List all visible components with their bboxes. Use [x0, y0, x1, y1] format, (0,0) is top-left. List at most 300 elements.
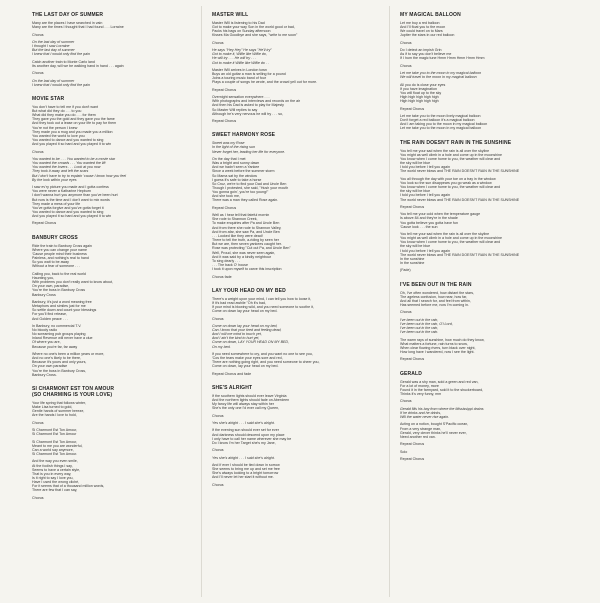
lyric-line: There are few that I can say, [32, 488, 78, 493]
lyric-line: 'Cos the tears make your eyes sore and red, [212, 356, 283, 361]
lyric-line: With photographs and interviews and records on the air [212, 99, 301, 104]
lyric-line: And I will me mind to touch yet, [212, 332, 262, 337]
lyric-line: You wanted to be . . . You wanted to be a movie star [32, 156, 116, 161]
song-title-text: THE RAIN DOESN'T RAIN IN THE SUNSHINE [400, 139, 512, 146]
lyric-line: Need another red van. [400, 434, 436, 439]
stanza [212, 119, 376, 123]
stanza [212, 41, 376, 45]
lyric-line: They made a mess of your life [32, 201, 81, 206]
song-title [212, 288, 376, 294]
stanza [400, 407, 570, 419]
song-the-rain-doesn-t-rain-in-the-sunshine [400, 140, 570, 273]
lyric-line: There's a weight upon your mind, I can tell you how to loose it, [212, 296, 312, 301]
stanza [32, 459, 194, 492]
lyric-line: In the light of the rising sun [212, 145, 255, 150]
lyric-line: Si Charmont Est Ton Amour. [32, 452, 78, 457]
stanza [32, 300, 194, 321]
lyric-line: . . . The back O' house [212, 263, 248, 268]
lyric-line: So Cruz, we're to find your Dad and Uncle Ben [212, 181, 287, 186]
stanza [32, 157, 194, 182]
stanza [400, 21, 570, 38]
song-title-text: MY MAGICAL BALLOON [400, 12, 461, 18]
lyric-line: Banbury, it's just a word meaning free [32, 299, 92, 304]
stanza [212, 324, 376, 349]
lyric-line: Haunting you, [32, 275, 55, 280]
song-the-last-day-of-summer [32, 12, 194, 87]
lyric-line: If he drinks and he drinks, [400, 410, 442, 415]
lyric-line: the sky will be blue [400, 244, 431, 249]
lyric-line: What matters a fortune, rain turns to snow, [400, 341, 468, 346]
song-gerald [400, 371, 570, 461]
lyric-line: In the sunshine [400, 261, 425, 266]
lyric-line: And I am taking you to the moon in my magical balloon [400, 122, 488, 127]
lyric-line: There was a man they called Rose again. [212, 198, 279, 203]
lyric-line: At the foolish things I say, [32, 463, 73, 468]
lyric-line: Chorus [32, 71, 44, 76]
song-title-text: GERALD [400, 370, 423, 377]
lyric-line: Si Charmont Est Ton Amour, [32, 428, 78, 433]
lyric-line: You wanted the world to love you [32, 133, 85, 138]
lyric-line: Its another day, will we be walking hand in hand . . . again [32, 63, 124, 68]
stanza [212, 95, 376, 116]
lyric-line: Acting on a notion, bought S'Pacific ocean, [400, 422, 469, 427]
lyric-line: You will float up to the sky [400, 90, 442, 95]
lyric-line: But what did they do . . . to you [32, 108, 82, 113]
song-si-charmont-est-ton-amour [32, 386, 194, 500]
lyric-line: Since a week before the summer storm [212, 169, 275, 174]
song-sweet-harmony-rose [212, 132, 376, 278]
lyric-line: Chorus [212, 40, 224, 45]
song-title-text: LAY YOUR HEAD ON MY BED [212, 287, 286, 294]
stanza [212, 88, 376, 92]
lyric-line: Master Will is listening to his Dad [212, 21, 265, 25]
lyric-line: Are the hands I love to hold, [32, 413, 77, 418]
lyric-line: Thinks it's very funny, mm [400, 392, 442, 396]
lyric-line: Without a fear of someone . . . [32, 264, 81, 269]
lyric-line: For you'll find release, [32, 312, 68, 317]
lyric-line: In the sunshine [400, 256, 425, 261]
stanza [32, 79, 194, 87]
stanza [32, 244, 194, 269]
lyric-line: Repeat Chorus [212, 119, 237, 124]
lyric-line: Do I know I'm her Target she's my Jane, [212, 440, 276, 445]
lyric-line: Many are the times I thought that I had found . . . Lorraine [32, 25, 124, 30]
lyric-line: I took it upon myself to carve this inscription [212, 267, 282, 272]
stanza [400, 399, 570, 403]
lyric-line: You know when I come home to you, the weather will clear and [400, 185, 501, 190]
lyric-line: And darkness should descend upon my place [212, 432, 285, 437]
column-divider [201, 6, 202, 597]
song-my-magical-balloon [400, 12, 570, 131]
lyric-line: the sky will be blue [400, 161, 431, 166]
stanza [212, 394, 376, 411]
lyric-line: Repeat Chorus [212, 87, 237, 92]
lyric-line: They took it away and left the scars [32, 169, 89, 174]
lyric-line: In Banbury, no commercial T.V. [32, 323, 82, 328]
lyric-line: They gave you the gold and they gave you the fame [32, 117, 115, 122]
lyric-line: She seems to bring me up and set me free [212, 467, 280, 472]
lyric-line: the sky will be blue [400, 189, 431, 194]
lyric-line: Buys an old guitar a man is selling for a pound [212, 72, 286, 77]
stanza [32, 428, 194, 436]
lyric-line: Oh, I've often wondered, how distant the stars, [400, 290, 475, 295]
lyric-line: Catch another train to Monte Carlo land [32, 59, 95, 64]
lyric-line: And you played it so hard and you played it to win [32, 142, 112, 147]
lyric-line: Come on down, lay your head on my bed. [212, 364, 279, 369]
stanza [32, 352, 194, 377]
lyric-line: Gerald fills his bay from where the Mississippi drains [400, 406, 484, 411]
lyrics-column-2 [212, 8, 376, 603]
lyric-line: Let me take you to the moon in my magical balloon [400, 71, 482, 76]
stanza [212, 275, 376, 279]
lyric-line: Rose was protecting "Cut out Pa, and Uncle Ben" [212, 246, 291, 251]
lyric-line: You tell me your sad when the rain is all over the skyline [400, 148, 490, 153]
lyric-line: I told you before I tell you again [400, 248, 450, 253]
lyric-line: . . . Looked like they were dead! [212, 233, 263, 238]
lyric-line: With problems you don't really want to know about, [32, 280, 113, 285]
lyric-line: Meant to me you are wonderful, [32, 443, 83, 448]
stanza [32, 60, 194, 68]
lyric-line: (Fade) [400, 268, 411, 273]
lyric-line: Master Will arrives in London town [212, 67, 267, 72]
lyric-line: So Master Will replies to say [212, 107, 258, 112]
lyric-line: Found it in the farmyard, sold it to the shuckerboard, [400, 387, 484, 392]
lyric-line: Your life spring that follows winter, [32, 400, 87, 405]
stanza [212, 456, 376, 460]
stanza [212, 68, 376, 85]
song-subtitle: (SO CHARMING IS YOUR LOVE) [32, 391, 113, 398]
lyric-line: Come on down lay your head on my bed, [212, 323, 278, 328]
lyric-line: What did they make you do . . . for them [32, 113, 96, 118]
lyric-line: But the last day of summer [32, 48, 75, 53]
lyric-line: And if ever I should be tied down in sorrow [212, 462, 280, 467]
lyric-line: Yes she's alright . . . I said she's alright. [212, 455, 275, 460]
song-title [32, 235, 194, 241]
song-title-text: SI CHARMONT EST TON AMOUR [32, 385, 115, 392]
stanza [212, 428, 376, 445]
lyric-line: Chorus fade [212, 274, 232, 279]
lyric-line: The world never blows and THE RAIN DOESN'T RAIN IN THE SUNSHINE [400, 197, 520, 202]
lyric-line: You wanted the lovers . . . Look at you now [32, 165, 101, 170]
lyric-line: I've been out in the rain, [400, 326, 439, 331]
stanza [32, 440, 194, 457]
lyric-line: Chorus [32, 495, 44, 500]
lyric-line: To make enquiries after Pa and Uncle Ben [212, 221, 280, 226]
lyric-line: We could travel on to Mars [400, 29, 443, 34]
stanza [400, 291, 570, 308]
lyric-line: Gerald, very clever thinks he'll never ever, [400, 430, 467, 435]
lyric-line: Chorus [400, 63, 412, 68]
lyric-line: On your own, paradise, [32, 284, 70, 289]
lyric-line: Let me take you to the moon in my magical balloon [400, 126, 482, 131]
stanza [212, 352, 376, 369]
stanza [400, 338, 570, 355]
lyric-line: You don't have to tell me if you don't want [32, 104, 98, 109]
stanza [212, 317, 376, 321]
lyric-line: And I'll never let her start it without me. [212, 475, 274, 480]
song-title-text: BANBURY CROSS [32, 234, 78, 241]
lyric-line: I knew that I would only find the pain [32, 82, 90, 87]
lyric-line: Is above 84 and they're in the shade [400, 216, 458, 221]
lyric-line: High high high high high [400, 99, 439, 104]
lyric-line: You're not the person I knew [32, 125, 78, 130]
lyric-line: If you have imagination [400, 86, 437, 91]
stanza [400, 212, 570, 229]
lyric-line: You might as well climb in a hole and come up in the moonshine [400, 236, 502, 241]
stanza [32, 221, 194, 225]
stanza [400, 149, 570, 174]
lyric-line: And then his Dad is asked to play for Majesty [212, 103, 284, 108]
lyric-line: How long have I wandered, now I see the light. [400, 350, 475, 355]
lyric-line: Joins a touring music band of four [212, 76, 266, 81]
song-title [400, 371, 570, 377]
lyric-line: Repeat Chorus and fade [212, 371, 252, 376]
lyric-line: And we hadn't seen a Yankee [212, 165, 260, 170]
lyric-line: And I'll float you to the moon [400, 25, 446, 30]
lyric-line: From a very strange man, [400, 426, 442, 431]
lyric-line: Yes she's alright . . . I said she's alright. [212, 421, 275, 426]
song-she-s-alright [212, 385, 376, 487]
lyric-line: Calling you, back to the real world [32, 271, 86, 276]
stanza [400, 310, 570, 314]
song-title-text: MASTER WILL [212, 12, 249, 18]
stanza [212, 21, 376, 38]
lyric-line: The warm rays of sunshine, how much do they know, [400, 337, 485, 342]
lyric-line: I told you before I tell you again [400, 165, 450, 170]
lyric-line: No bloody radio [32, 328, 58, 332]
lyric-line: You wanted to dance and you wanted to sing [32, 209, 104, 214]
lyric-line: Si Charmont Est Ton Amour [32, 432, 77, 437]
lyric-line: Repeat Chorus [212, 205, 237, 210]
lyric-line: Can I know that your tired and feeling dead, [212, 328, 282, 332]
lyric-line: So you wait to be away [32, 260, 69, 265]
stanza [400, 232, 570, 265]
lyric-line: If your mind is blowing wild, and you need someone to soothe it, [212, 305, 314, 309]
lyric-line: For a lot of money, more [400, 383, 439, 388]
stanza [32, 272, 194, 297]
lyric-line: Si Charmont Est Ton Amour, [32, 439, 78, 444]
lyric-line: On your own paradise [32, 364, 68, 369]
lyric-line: The ageless confusion, how near, how far, [400, 294, 468, 299]
stanza [400, 357, 570, 361]
lyric-line: You tell me your sad when the rain is all over the skyline [400, 232, 490, 236]
lyric-line: And it was said by a kindly neighbour [212, 254, 272, 259]
stanza [400, 318, 570, 335]
stanza [400, 177, 570, 202]
stanza [32, 33, 194, 37]
lyric-line: You know when I come home to you, the weather will clear and [400, 156, 501, 161]
lyric-line: I've been out in the rain, [400, 317, 439, 322]
lyric-line: Repeat Chorus [400, 106, 425, 111]
lyric-line: And she took me, [212, 194, 240, 199]
lyric-line: Many are the places I have searched in vain [32, 21, 103, 25]
lyric-line: I thought I saw Lorraine [32, 44, 70, 48]
lyric-line: She's the only one I'd ever call my Queen, [212, 406, 280, 411]
lyric-line: And no one's likely to be there, [32, 356, 82, 361]
song-title-text: MOVIE STAR [32, 95, 65, 102]
lyric-line: Repeat Chorus [400, 456, 425, 461]
lyric-line: Metaphors and similes just for me [32, 304, 86, 309]
lyric-line: Make Lisa turned to gold, [32, 405, 73, 410]
stanza [212, 372, 376, 376]
lyric-line: Repeat Chorus [400, 204, 425, 209]
stanza [400, 71, 570, 79]
lyric-line: That is you in every way, [32, 471, 72, 476]
lyric-line: Seems to have a certain style, [32, 467, 81, 472]
lyric-line: Got to make it Willie like Willie do . . [212, 60, 269, 65]
lyric-line: But we are, then seven yankees caught her. [212, 242, 282, 247]
stanza [400, 457, 570, 461]
stanza [400, 48, 570, 60]
song-title-text: SWEET HARMONY ROSE [212, 132, 276, 139]
lyric-line: Was a bright and sunny dawn [212, 161, 260, 166]
lyric-line: Never forget her, leading her life for everyone. [212, 149, 286, 154]
stanza [32, 421, 194, 425]
lyrics-column-3 [400, 8, 570, 603]
lyric-line: Chorus [32, 420, 44, 425]
lyric-line: Ride the train to Banbury Cross again [32, 243, 92, 248]
song-title-text: SHE'S ALRIGHT [212, 384, 253, 391]
song-title [212, 132, 376, 138]
song-title-text: I'VE BEEN OUT IN THE RAIN [400, 281, 472, 288]
lyric-line: There are nothing going right, and you need someone to cheer you, [212, 360, 320, 365]
lyric-line: Because it's yours and only yours, [32, 360, 87, 365]
lyric-line: I told you before I tell you again [400, 193, 450, 198]
lyric-line: She's always looking to a bright tomorrow [212, 471, 279, 476]
stanza [32, 150, 194, 154]
stanza [212, 463, 376, 480]
lyric-line: On the day that I met [212, 156, 246, 161]
lyric-line: But I don't have to try to explain 'cause I know how you feel [32, 173, 127, 178]
lyric-line: You tell me your cold when the temperature gauge [400, 212, 481, 217]
lyric-line: If the southern lights should ever leave Virginia [212, 393, 287, 398]
lyric-line: I saw ev'ry picture you made and I gotta confess [32, 185, 109, 190]
lyric-line: Got to make it, Willie like Willie do, [212, 52, 267, 57]
lyric-line: Sweet was my Rose [212, 141, 245, 146]
lyric-line: Well, Proud, she was never seen again, [212, 250, 276, 255]
stanza [32, 71, 194, 75]
column-divider [389, 6, 390, 597]
lyric-line: Is it right to say I love you, [32, 476, 74, 480]
song-title [400, 140, 570, 146]
stanza [32, 21, 194, 29]
lyric-line: Overnight sensation everywhere . . . [212, 95, 270, 100]
lyric-line: All you do is close your eyes [400, 82, 446, 87]
lyric-line: The world never blows and THE RAIN DOESN'T RAIN IN THE SUNSHINE [400, 169, 520, 174]
lyric-line: If the evening sun should ever set for ever [212, 428, 279, 433]
lyric-line: For it seems that of a thousand million words, [32, 484, 105, 489]
song-title-text: THE LAST DAY OF SUMMER [32, 12, 104, 18]
song-title [32, 96, 194, 102]
lyric-line: The world never blows and THE RAIN DOESN'T RAIN IN THE SUNSHINE [400, 252, 520, 257]
lyric-line: Banbury Cross. [32, 372, 57, 377]
lyric-line: By the look within your eyes [32, 177, 77, 182]
lyric-line: Don't forget a red balloon it's a magical balloon [400, 118, 475, 123]
lyric-line: As if to say you don't believe me [400, 52, 452, 57]
song-lay-your-head-on-my-bed [212, 288, 376, 376]
stanza [400, 114, 570, 131]
song-title [32, 12, 194, 18]
lyric-line: And from there she rode to Shannon Valley, [212, 225, 282, 230]
stanza [212, 421, 376, 425]
lyric-line: Got to make your way Son in the world good or bad, [212, 25, 295, 30]
lyric-line: Solo [400, 449, 408, 454]
lyric-line: Chorus [400, 40, 412, 45]
lyric-line: You wanted to dance and you wanted to sing [32, 138, 104, 143]
lyric-line: Chorus [400, 399, 412, 404]
lyric-line: High high high high high [400, 95, 439, 100]
lyric-line: And the way you even smile, [32, 459, 78, 464]
lyric-line: I don't wanna hurt you anymore than you've been hurt [32, 193, 118, 198]
lyric-line: If it's bad read awhile "Oh it's bad, [212, 300, 266, 305]
song-title [400, 12, 570, 18]
stanza [212, 157, 376, 203]
lyric-line: You gonna goin', you're too young!" [212, 190, 269, 195]
lyric-line: My fancy life will always stay within her [212, 402, 274, 407]
lyric-line: Come on down lay your head on my bed. [212, 309, 278, 314]
song-title [32, 386, 194, 398]
lyric-line: I guess it's safe to take a horse [212, 177, 262, 182]
lyric-line: Repeat Chorus [32, 221, 57, 226]
lyric-line: On the last day of summer [32, 78, 75, 83]
lyric-line: Where you can change your name [32, 247, 87, 252]
lyric-line: There to tell the truth, a-riding by seen her [212, 238, 279, 243]
lyric-line: Chorus [400, 310, 412, 315]
lyric-line: Chorus [212, 448, 224, 453]
lyric-line: You might as well climb in a hole and come up in the moonshine [400, 152, 502, 157]
lyric-line: You're the boss in Banbury Cross [32, 288, 86, 293]
lyric-line: Of where you are, [32, 340, 61, 345]
lyric-line: When clear flowing rivers, turn black over night, [400, 345, 476, 350]
stanza [32, 105, 194, 147]
lyric-line: 'Cause look . . . the sun [400, 224, 438, 229]
lyric-line: I only have to call her name wherever she may be [212, 436, 292, 441]
lyric-line: Although he's very nervous he will try . . . so, [212, 111, 283, 116]
lyric-line: We will travel to the moon in my magical balloon [400, 75, 477, 80]
lyric-line: She rode to Shannon Creek, [212, 217, 258, 222]
lyric-line: Banbury Cross [32, 292, 56, 297]
lyric-line: Repeat Chorus [400, 357, 425, 362]
lyric-line: Will the water never rise again. [400, 415, 450, 419]
lyric-line: And all that I search for, and feel from within, [400, 298, 471, 303]
song-title [212, 385, 376, 391]
lyric-line: Chorus [212, 413, 224, 418]
lyric-line: Inland Revenue will never have a clue [32, 336, 93, 341]
lyric-line: Gerald was a shy man, sold a green and red van, [400, 379, 479, 384]
lyric-line: No screaming pub groups playing [32, 332, 86, 337]
stanza [32, 324, 194, 349]
lyric-line: Chorus [212, 316, 224, 321]
lyric-line: Gentle hands of summer breeze, [32, 409, 85, 414]
lyric-line: You're the boss in Banbury Cross, [32, 368, 87, 373]
lyric-line: Because you're far, far away [32, 344, 78, 349]
lyrics-column-1 [32, 8, 194, 603]
lyric-line: I knew that I would only find the pain [32, 52, 90, 57]
lyric-line: And I ain't the kind to hurt yet, [212, 336, 260, 341]
stanza [32, 496, 194, 500]
song-title [212, 12, 376, 18]
lyric-line: 'Cause people mind their business [32, 251, 87, 256]
song-movie-star [32, 96, 194, 226]
lyric-line: He will try . . . He will try . . . [212, 56, 257, 61]
lyric-line: If I hum the magic tune Hmm Hmm Hmm Hmm Hmm [400, 56, 485, 61]
stanza [212, 141, 376, 153]
stanza [32, 185, 194, 218]
lyric-line: So Mama sat by the window [212, 173, 257, 178]
song-i-ve-been-out-in-the-rain [400, 282, 570, 362]
stanza [400, 450, 570, 454]
lyric-line: He says "Hey Hey" He says "He'll try" [212, 48, 272, 53]
